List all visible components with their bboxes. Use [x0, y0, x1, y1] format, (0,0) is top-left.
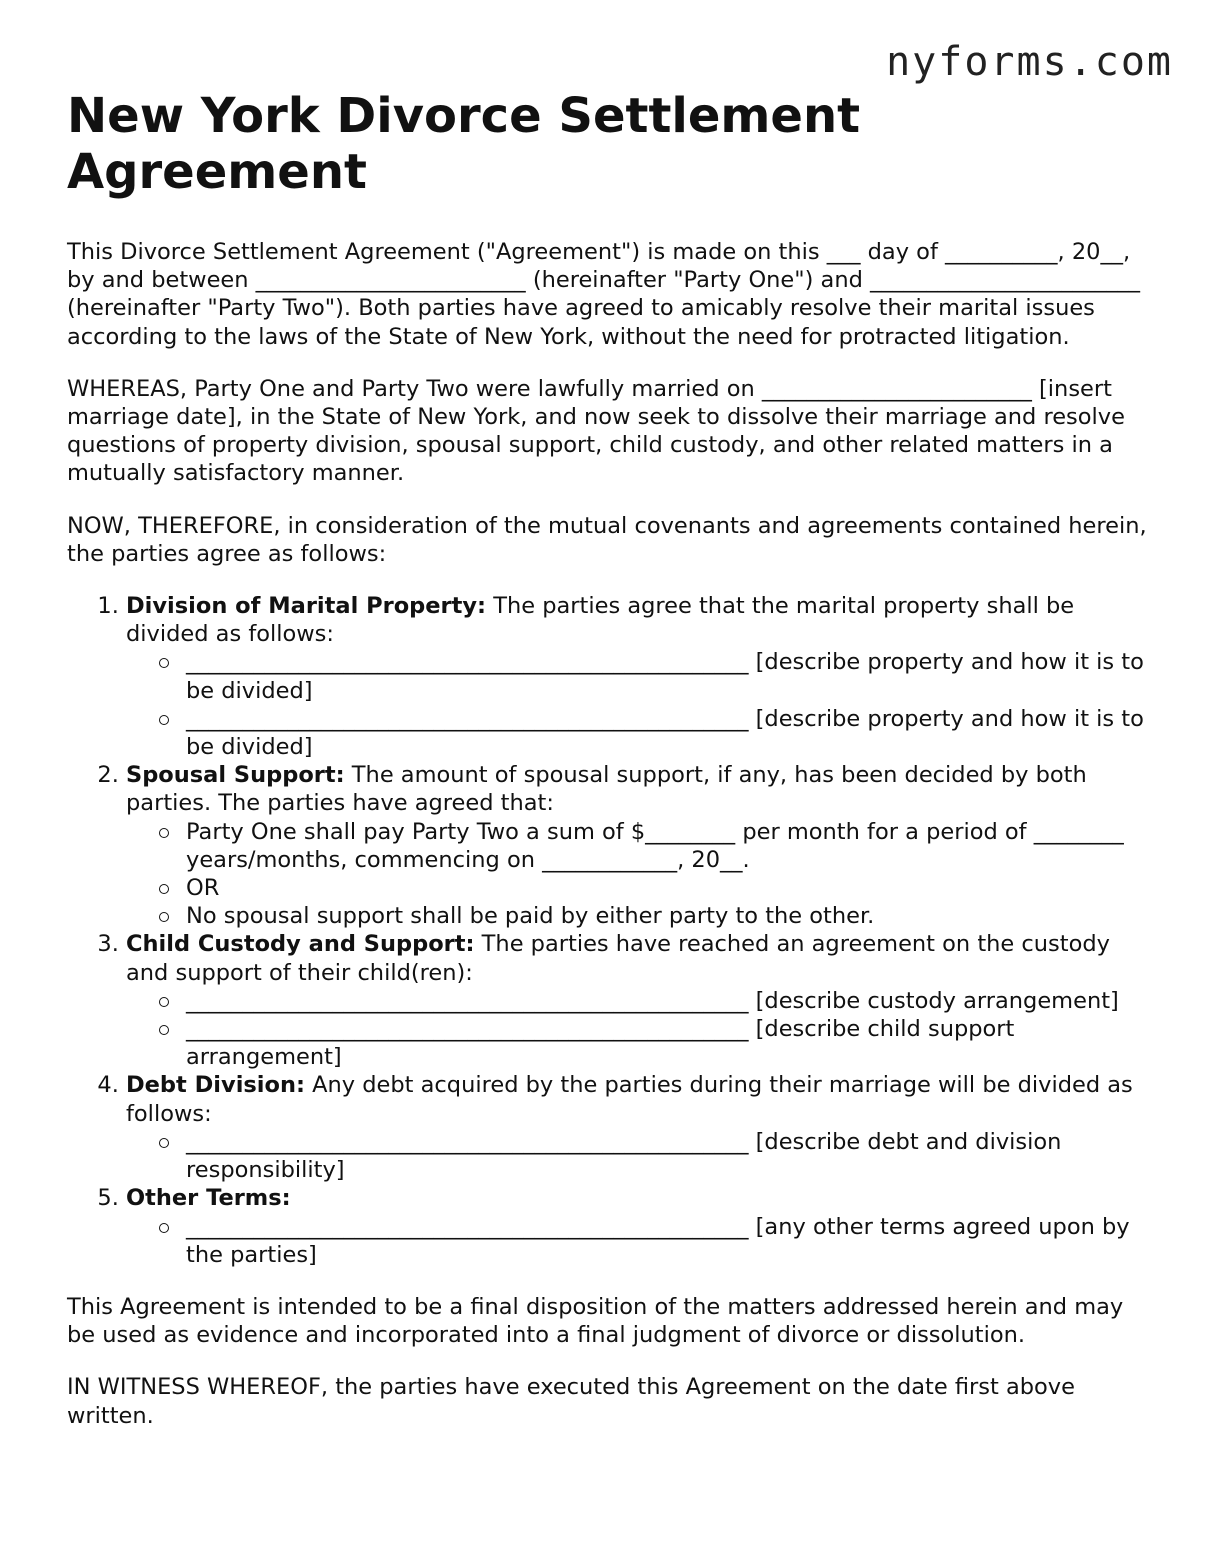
- term-item: __________________________________________________ [describe custody arrangement]: [186, 987, 1147, 1015]
- term-sublist: [126, 648, 1147, 761]
- term-text: Any debt acquired by the parties during their marriage will be divided as follows:: [126, 1072, 1133, 1127]
- final-disposition-paragraph: This Agreement is intended to be a final disposition of the matters addressed herein and may be used as evidence and incorporated into a final judgment of divorce or dissolution.: [67, 1293, 1124, 1349]
- term-child-custody: [126, 930, 1147, 1071]
- term-heading: Spousal Support:: [126, 762, 345, 789]
- term-item: Party One shall pay Party Two a sum of $________ per month for a period of ________ years/months, commencing on ____________, 20__.: [186, 818, 1147, 874]
- term-heading: Child Custody and Support:: [126, 931, 475, 958]
- term-item: __________________________________________________ [describe child support arrangement]: [186, 1015, 1147, 1071]
- term-item: OR: [186, 874, 1147, 902]
- term-spousal-support: [126, 761, 1147, 930]
- term-item: __________________________________________________ [describe debt and division responsibility]: [186, 1128, 1147, 1184]
- term-heading: Debt Division:: [126, 1072, 305, 1099]
- term-item: __________________________________________________ [any other terms agreed upon by the parties]: [186, 1213, 1147, 1269]
- witness-paragraph: IN WITNESS WHEREOF, the parties have executed this Agreement on the date first above written.: [67, 1374, 1075, 1429]
- term-item: __________________________________________________ [describe property and how it is to be divided]: [186, 648, 1147, 704]
- term-heading: Other Terms:: [126, 1185, 291, 1212]
- term-debt-division: [126, 1071, 1147, 1184]
- intro-paragraph: This Divorce Settlement Agreement ("Agreement") is made on this ___ day of __________, 20__, by and between ________________________ (hereinafter "Party One") and ________________________ (hereinafter "Party Two"). Both parties have agreed to amicably resolve their marital issues according to the laws of the State of New York, without the need for protracted litigation.: [67, 239, 1141, 350]
- term-item: __________________________________________________ [describe property and how it is to be divided]: [186, 705, 1147, 761]
- term-text: The parties have reached an agreement on the custody and support of their child(ren):: [126, 931, 1110, 986]
- document-title: New York Divorce Settlement Agreement: [67, 88, 861, 200]
- term-sublist: [126, 1213, 1147, 1269]
- terms-list: [67, 592, 1147, 1269]
- now-therefore-paragraph: NOW, THEREFORE, in consideration of the mutual covenants and agreements contained herein, the parties agree as follows:: [67, 512, 1147, 567]
- site-watermark: nyforms.com: [886, 39, 1173, 85]
- whereas-paragraph: WHEREAS, Party One and Party Two were lawfully married on ________________________ [insert marriage date], in the State of New York, and now seek to dissolve their marriage and resolve questions of property division, spousal support, child custody, and other related matters in a mutually satisfactory manner.: [67, 375, 1125, 487]
- term-sublist: [126, 987, 1147, 1072]
- term-sublist: [126, 818, 1147, 931]
- term-division-of-property: [126, 592, 1147, 761]
- term-other-terms: [126, 1184, 1147, 1269]
- term-text: The parties agree that the marital property shall be divided as follows:: [126, 593, 1075, 648]
- term-heading: Division of Marital Property:: [126, 593, 487, 620]
- term-sublist: [126, 1128, 1147, 1184]
- document-page: [67, 88, 1147, 1430]
- term-text: The amount of spousal support, if any, has been decided by both parties. The parties have agreed that:: [126, 762, 1087, 817]
- term-item: No spousal support shall be paid by either party to the other.: [186, 902, 1147, 930]
